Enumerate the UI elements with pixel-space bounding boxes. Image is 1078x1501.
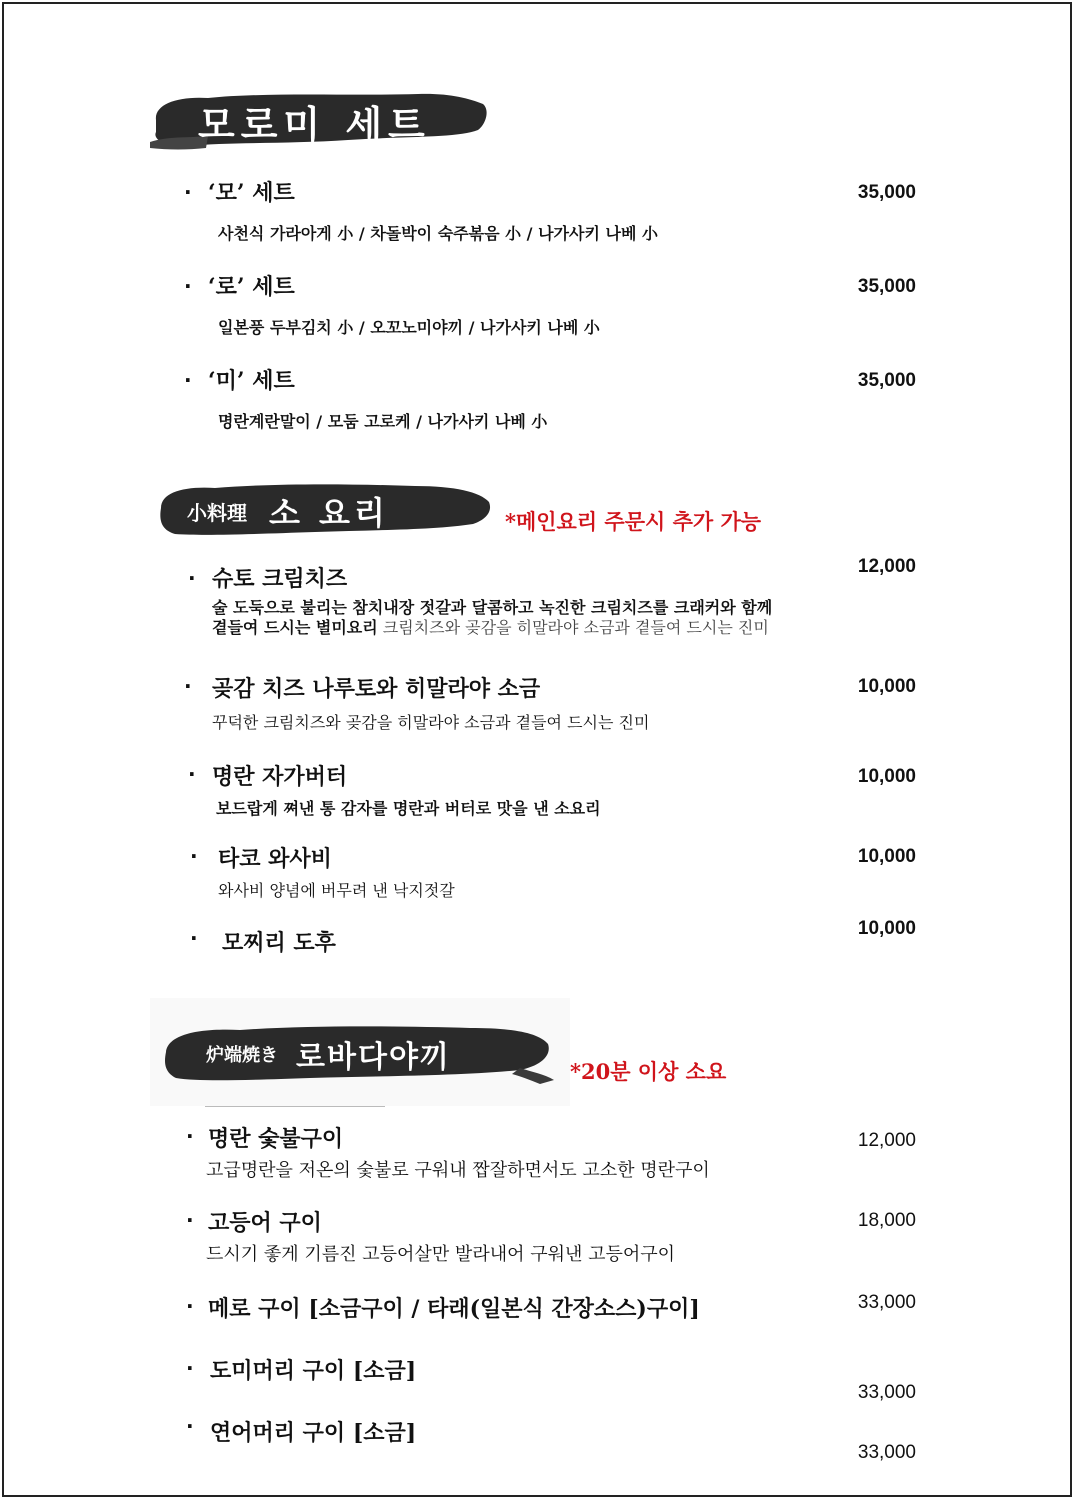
item-name: 곶감 치즈 나루토와 히말라야 소금 [212, 676, 541, 702]
section-header-set [148, 90, 493, 152]
bullet: · [184, 368, 192, 392]
item-price: 12,000 [857, 1130, 916, 1151]
item-name: 명란 숯불구이 [208, 1126, 344, 1152]
section-note: *메인요리 주문시 추가 가능 [505, 509, 762, 534]
item-price: 33,000 [857, 1292, 916, 1313]
item-name: ‘모’ 세트 [208, 180, 295, 206]
item-desc: 일본풍 두부김치 小 / 오꼬노미야끼 / 나가사키 나베 小 [218, 318, 600, 337]
item-desc [212, 598, 792, 638]
bullet: · [190, 844, 198, 868]
item-price: 10,000 [857, 766, 916, 787]
item-price: 10,000 [857, 676, 916, 697]
item-price: 12,000 [857, 556, 916, 577]
section-header-small [155, 480, 495, 542]
item-desc-bold: 술 도둑으로 불리는 참치내장 젓갈과 달콤하고 녹진한 크림치즈를 크래커와 함께 곁들여 드시는 별미요리 [212, 598, 773, 637]
section-header-robata [160, 1022, 555, 1086]
item-desc-light: 크림치즈와 곶감을 히말라야 소금과 곁들여 드시는 진미 [377, 618, 769, 637]
item-name: 슈토 크림치즈 [212, 566, 348, 592]
item-desc: 명란계란말이 / 모둠 고로케 / 나가사키 나베 小 [218, 412, 548, 431]
bullet: · [186, 1124, 194, 1148]
item-name: 타코 와사비 [218, 846, 332, 872]
bullet: · [186, 1208, 194, 1232]
item-price: 35,000 [857, 370, 916, 391]
section-title: 모로미 세트 [198, 101, 431, 147]
bullet: · [184, 274, 192, 298]
bullet: · [190, 926, 198, 950]
item-name: 도미머리 구이 [소금] [210, 1358, 417, 1384]
section-title: 로바다야끼 [296, 1040, 451, 1075]
item-price: 18,000 [857, 1210, 916, 1231]
item-desc: 고급명란을 저온의 숯불로 구워내 짭잘하면서도 고소한 명란구이 [206, 1160, 710, 1181]
item-desc: 사천식 가라아게 小 / 차돌박이 숙주볶음 小 / 나가사키 나베 小 [218, 224, 658, 243]
bullet: · [186, 1294, 194, 1318]
bullet: · [186, 1414, 194, 1438]
item-name: 연어머리 구이 [소금] [210, 1420, 417, 1446]
item-price: 33,000 [857, 1382, 916, 1403]
bullet: · [184, 674, 192, 698]
item-name: ‘미’ 세트 [208, 368, 295, 394]
item-desc: 드시기 좋게 기름진 고등어살만 발라내어 구워낸 고등어구이 [206, 1244, 676, 1265]
section-prefix: 小料理 [187, 500, 247, 525]
item-name: 고등어 구이 [208, 1210, 322, 1236]
bullet: · [188, 566, 196, 590]
item-desc: 와사비 양념에 버무려 낸 낙지젓갈 [218, 881, 455, 900]
item-desc: 꾸덕한 크림치즈와 곶감을 히말라야 소금과 곁들여 드시는 진미 [212, 713, 650, 732]
item-name: 모찌리 도후 [222, 930, 336, 956]
item-price: 33,000 [857, 1442, 916, 1463]
bullet: · [184, 180, 192, 204]
item-name: ‘로’ 세트 [208, 274, 295, 300]
divider [205, 1106, 385, 1107]
item-price: 35,000 [857, 276, 916, 297]
item-price: 35,000 [857, 182, 916, 203]
item-desc: 보드랍게 쪄낸 통 감자를 명란과 버터로 맛을 낸 소요리 [216, 799, 601, 818]
bullet: · [188, 762, 196, 786]
item-name: 메로 구이 [소금구이 / 타래(일본식 간장소스)구이] [208, 1296, 700, 1322]
section-note: *20분 이상 소요 [570, 1059, 727, 1084]
section-title: 소 요리 [269, 494, 389, 532]
item-price: 10,000 [857, 846, 916, 867]
item-name: 명란 자가버터 [212, 764, 348, 790]
item-price: 10,000 [857, 918, 916, 939]
bullet: · [186, 1356, 194, 1380]
section-prefix: 炉端焼き [206, 1045, 278, 1066]
